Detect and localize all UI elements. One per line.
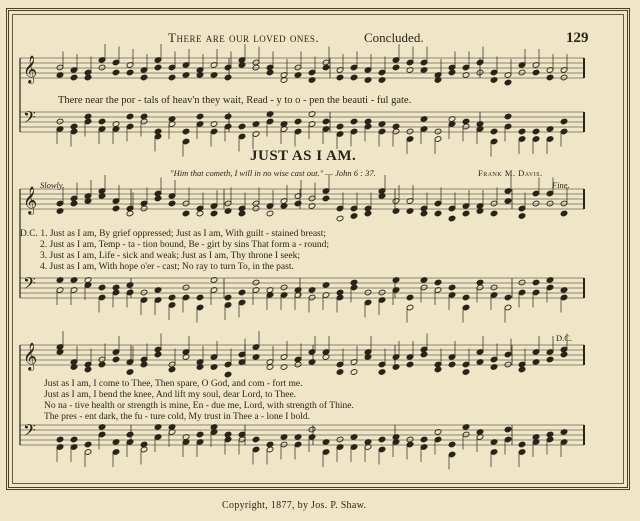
- note-head: [112, 356, 120, 363]
- note-head: [434, 366, 442, 373]
- continued-song-title: There are our loved ones.: [168, 30, 320, 45]
- note-head: [238, 123, 246, 130]
- note-head: [336, 215, 344, 222]
- note-head: [518, 128, 526, 135]
- note-head: [336, 436, 344, 443]
- note-head: [168, 366, 176, 373]
- note-head: [448, 69, 456, 76]
- note-head: [266, 69, 274, 76]
- note-head: [70, 436, 78, 443]
- note-head: [252, 279, 260, 286]
- note-head: [84, 366, 92, 373]
- note-head: [126, 369, 134, 376]
- note-head: [224, 74, 232, 81]
- note-head: [182, 210, 190, 217]
- note-head: [140, 205, 148, 212]
- note-head: [56, 118, 64, 125]
- note-head: [182, 128, 190, 135]
- note-head: [70, 200, 78, 207]
- note-head: [518, 441, 526, 448]
- note-head: [560, 74, 568, 81]
- note-head: [126, 210, 134, 217]
- note-head: [322, 195, 330, 202]
- epigraph: "Him that cometh, I will in no wise cast out." — John 6 : 37.: [170, 168, 376, 178]
- copyright-notice: Copyright, 1877, by Jos. P. Shaw.: [222, 500, 367, 511]
- note-head: [140, 289, 148, 296]
- note-head: [350, 213, 358, 220]
- note-head: [98, 361, 106, 368]
- note-head: [560, 118, 568, 125]
- note-head: [84, 74, 92, 81]
- verse-3-part-1: 3. Just as I am, Life - sick and weak; Just as I am, Thy throne I seek;: [40, 251, 300, 261]
- note-head: [518, 279, 526, 286]
- note-head: [434, 279, 442, 286]
- note-head: [224, 371, 232, 378]
- note-head: [434, 210, 442, 217]
- verse-4-part-2: The pres - ent dark, the fu - ture cold, My trust in Thee a - lone I bold.: [44, 412, 311, 422]
- note-head: [154, 195, 162, 202]
- note-head: [168, 200, 176, 207]
- note-head: [378, 436, 386, 443]
- note-head: [518, 69, 526, 76]
- note-head: [420, 351, 428, 358]
- note-head: [112, 205, 120, 212]
- note-head: [308, 426, 316, 433]
- note-head: [560, 210, 568, 217]
- note-head: [392, 64, 400, 71]
- verse-3-part-2: No na - tive health or strength is mine, En - due me, Lord, with strength of Thine.: [44, 401, 354, 411]
- tempo-marking: Slowly.: [40, 180, 65, 190]
- note-head: [546, 200, 554, 207]
- note-head: [364, 210, 372, 217]
- dc-marking: D.C.: [556, 333, 573, 343]
- note-head: [490, 210, 498, 217]
- song-title: JUST AS I AM.: [250, 148, 357, 164]
- verse-1-part-1: D.C. 1. Just as I am, By grief oppressed; Just as I am, With guilt - stained breast;: [20, 229, 327, 239]
- note-head: [140, 74, 148, 81]
- verse-2-part-1: 2. Just as I am, Temp - ta - tion bound, Be - girt by sins That form a - round;: [40, 240, 329, 250]
- composer: Frank M. Davis.: [478, 168, 543, 178]
- note-head: [294, 361, 302, 368]
- note-head: [126, 69, 134, 76]
- note-head: [294, 118, 302, 125]
- note-head: [378, 289, 386, 296]
- note-head: [182, 284, 190, 291]
- note-head: [154, 351, 162, 358]
- note-head: [448, 284, 456, 291]
- note-head: [532, 200, 540, 207]
- note-head: [532, 128, 540, 135]
- note-head: [126, 113, 134, 120]
- note-head: [336, 123, 344, 130]
- note-head: [252, 436, 260, 443]
- note-head: [84, 441, 92, 448]
- note-head: [252, 205, 260, 212]
- note-head: [294, 200, 302, 207]
- note-head: [504, 113, 512, 120]
- note-head: [448, 361, 456, 368]
- note-head: [406, 361, 414, 368]
- treble-clef: 𝄞: [23, 342, 38, 370]
- note-head: [266, 210, 274, 217]
- note-head: [322, 64, 330, 71]
- note-head: [168, 74, 176, 81]
- note-head: [126, 431, 134, 438]
- note-head: [560, 351, 568, 358]
- note-head: [448, 215, 456, 222]
- note-head: [518, 213, 526, 220]
- note-head: [336, 369, 344, 376]
- treble-clef: 𝄞: [23, 55, 38, 83]
- verse-2-part-2: Just as I am, I bend the knee, And lift my soul, dear Lord, to Thee.: [44, 390, 297, 400]
- note-head: [238, 289, 246, 296]
- note-head: [434, 128, 442, 135]
- note-head: [490, 128, 498, 135]
- page-number: 129: [566, 30, 589, 46]
- note-head: [98, 64, 106, 71]
- note-head: [252, 64, 260, 71]
- note-head: [168, 294, 176, 301]
- note-head: [322, 118, 330, 125]
- note-head: [196, 294, 204, 301]
- bass-clef: 𝄢: [23, 273, 36, 297]
- verse-4-part-1: 4. Just as I am, With hope o'er - cast; No ray to turn To, in the past.: [40, 262, 294, 272]
- note-head: [336, 74, 344, 81]
- note-head: [196, 113, 204, 120]
- note-head: [224, 113, 232, 120]
- note-head: [112, 69, 120, 76]
- note-head: [98, 284, 106, 291]
- note-head: [280, 284, 288, 291]
- verse-1-part-2: Just as I am, I come to Thee, Then spare, O God, and com - fort me.: [44, 379, 303, 389]
- note-head: [504, 426, 512, 433]
- note-head: [406, 294, 414, 301]
- note-head: [462, 210, 470, 217]
- note-head: [140, 361, 148, 368]
- note-head: [406, 128, 414, 135]
- note-head: [420, 210, 428, 217]
- note-head: [462, 294, 470, 301]
- note-head: [98, 118, 106, 125]
- note-head: [448, 441, 456, 448]
- note-head: [420, 436, 428, 443]
- note-head: [504, 361, 512, 368]
- note-head: [70, 74, 78, 81]
- note-head: [350, 118, 358, 125]
- note-head: [518, 366, 526, 373]
- note-head: [364, 289, 372, 296]
- note-head: [154, 64, 162, 71]
- note-head: [350, 369, 358, 376]
- note-head: [378, 369, 386, 376]
- note-head: [532, 279, 540, 286]
- note-head: [532, 69, 540, 76]
- note-head: [196, 210, 204, 217]
- treble-clef: 𝄞: [23, 186, 38, 214]
- note-head: [210, 210, 218, 217]
- note-head: [546, 74, 554, 81]
- note-head: [350, 74, 358, 81]
- fine-marking: Fine.: [552, 180, 570, 190]
- bass-clef: 𝄢: [23, 107, 36, 131]
- note-head: [462, 369, 470, 376]
- note-head: [238, 210, 246, 217]
- note-head: [56, 436, 64, 443]
- top-lyric-line: There near the por - tals of heav'n they wait, Read - y to o - pen the beauti - ful gate.: [58, 95, 412, 106]
- note-head: [546, 356, 554, 363]
- note-head: [196, 431, 204, 438]
- note-head: [224, 294, 232, 301]
- note-head: [504, 79, 512, 86]
- note-head: [504, 294, 512, 301]
- note-head: [490, 284, 498, 291]
- concluded-label: Concluded.: [364, 30, 424, 45]
- bass-clef: 𝄢: [23, 420, 36, 444]
